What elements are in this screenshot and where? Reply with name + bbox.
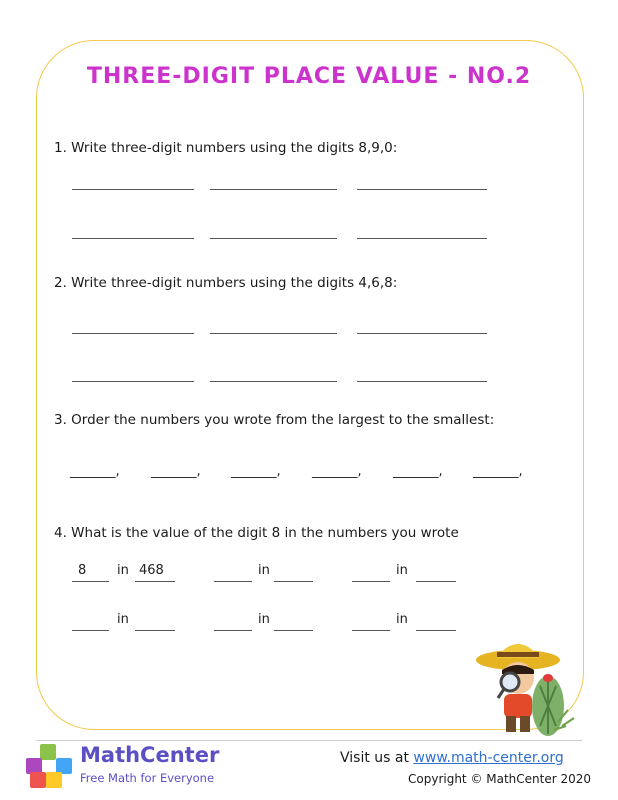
question-3: 3. Order the numbers you wrote from the largest to the smallest:: [54, 412, 495, 428]
answer-line-1d[interactable]: [72, 238, 194, 239]
order-blank-1[interactable]: _______,: [70, 464, 120, 479]
number-line-1[interactable]: [135, 581, 175, 582]
question-1: 1. Write three-digit numbers using the digits 8,9,0:: [54, 140, 398, 156]
in-label-4: in: [117, 612, 129, 627]
magnifier-handle: [498, 689, 504, 698]
in-label-1: in: [117, 563, 129, 578]
number-line-4[interactable]: [135, 630, 175, 631]
in-label-3: in: [396, 563, 408, 578]
kid-leg-left: [506, 716, 516, 732]
brand-tagline: Free Math for Everyone: [80, 771, 215, 785]
cube-logo-icon: [22, 742, 76, 790]
value-line-6[interactable]: [352, 630, 390, 631]
answer-line-1e[interactable]: [210, 238, 337, 239]
order-blank-5[interactable]: _______,: [393, 464, 443, 479]
question-2: 2. Write three-digit numbers using the digits 4,6,8:: [54, 275, 398, 291]
visit-line: [340, 750, 564, 766]
answer-line-2c[interactable]: [357, 333, 487, 334]
answer-line-2d[interactable]: [72, 381, 194, 382]
worksheet-title: THREE-DIGIT PLACE VALUE - NO.2: [86, 64, 532, 89]
value-line-4[interactable]: [72, 630, 109, 631]
kid-leg-right: [520, 716, 530, 732]
brand-name: MathCenter: [80, 743, 220, 767]
value-line-3[interactable]: [352, 581, 390, 582]
answer-line-1f[interactable]: [357, 238, 487, 239]
order-blank-4[interactable]: _______,: [312, 464, 362, 479]
kid-shirt: [504, 694, 532, 718]
order-blank-6[interactable]: _______,: [473, 464, 523, 479]
answer-line-2b[interactable]: [210, 333, 337, 334]
value-line-5[interactable]: [214, 630, 252, 631]
number-line-3[interactable]: [416, 581, 456, 582]
ladybug-icon: [543, 674, 553, 682]
answer-line-1b[interactable]: [210, 189, 337, 190]
website-link[interactable]: www.math-center.org: [413, 750, 564, 766]
question-4: 4. What is the value of the digit 8 in the numbers you wrote: [54, 525, 459, 541]
magnifying-glass-icon: [501, 673, 519, 691]
answer-line-2f[interactable]: [357, 381, 487, 382]
answer-line-2a[interactable]: [72, 333, 194, 334]
number-line-6[interactable]: [416, 630, 456, 631]
logo-cube-blue: [56, 758, 72, 774]
answer-line-1c[interactable]: [357, 189, 487, 190]
logo-cube-purple: [26, 758, 42, 774]
value-line-1[interactable]: [72, 581, 109, 582]
in-label-5: in: [258, 612, 270, 627]
order-blank-3[interactable]: _______,: [231, 464, 281, 479]
explorer-kid-illustration: [466, 626, 578, 738]
hat-band: [497, 652, 539, 657]
in-label-2: in: [258, 563, 270, 578]
footer-divider: [36, 740, 582, 741]
visit-prefix: Visit us at: [340, 750, 409, 766]
number-line-2[interactable]: [274, 581, 313, 582]
in-label-6: in: [396, 612, 408, 627]
logo-cube-red: [30, 772, 46, 788]
order-blank-2[interactable]: _______,: [151, 464, 201, 479]
logo-cube-yellow: [46, 772, 62, 788]
number-line-5[interactable]: [274, 630, 313, 631]
answer-line-2e[interactable]: [210, 381, 337, 382]
example-value: 8: [78, 563, 87, 578]
value-line-2[interactable]: [214, 581, 252, 582]
answer-line-1a[interactable]: [72, 189, 194, 190]
example-number: 468: [139, 563, 164, 578]
logo-cube-green: [40, 744, 56, 760]
copyright-text: Copyright © MathCenter 2020: [408, 772, 592, 786]
